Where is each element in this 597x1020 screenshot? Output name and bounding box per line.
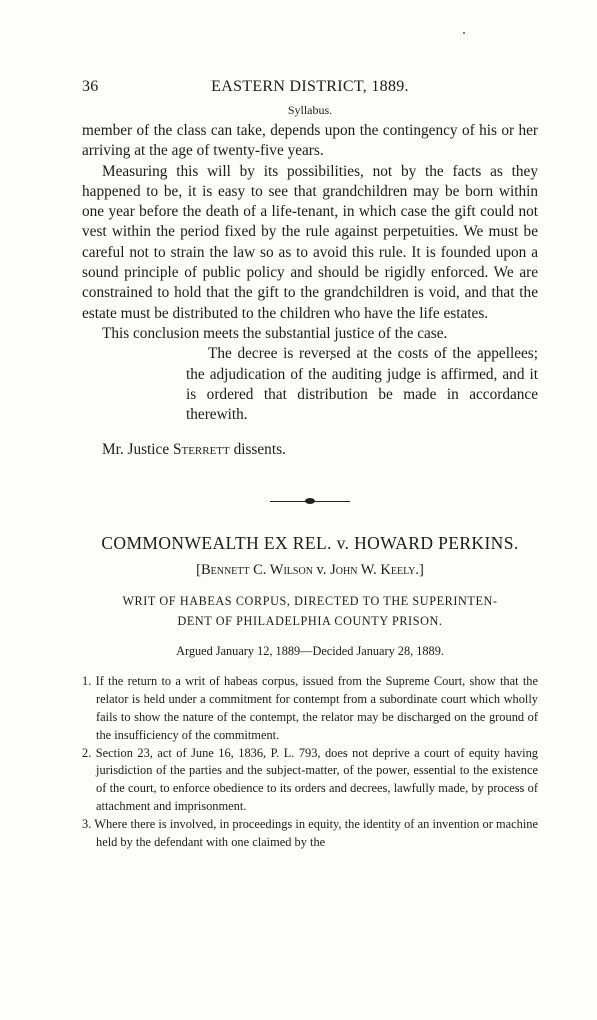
section-subhead: Syllabus. bbox=[287, 103, 333, 117]
decree-block bbox=[186, 344, 538, 425]
party-two: John W. Keely bbox=[330, 562, 416, 579]
case-parties bbox=[82, 562, 538, 579]
versus: v. bbox=[316, 562, 327, 579]
page-header bbox=[82, 78, 538, 100]
writ-line: WRIT OF HABEAS CORPUS, DIRECTED TO THE SUPERINTEN- bbox=[122, 594, 498, 609]
running-head: EASTERN DISTRICT, 1889. bbox=[211, 78, 409, 95]
writ-line: DENT OF PHILADELPHIA COUNTY PRISON. bbox=[177, 614, 443, 629]
syllabus-list bbox=[82, 673, 538, 851]
bracket-open: [ bbox=[196, 562, 201, 579]
opinion-paragraph: Measuring this will by its possibilities, not by the facts as they happened to be, it is easy to see that grandchildren may be born within one year before the death of a life-tenant, in which case the gift could not vest within the period fixed by the rule against perpetuities. We must be careful not to strain the law so as to avoid this rule. It is founded upon a sound principle of public policy and should be rigidly enforced. We are constrained to hold that the gift to the grandchildren is void, and that the estate must be distributed to the children who have the life estates. bbox=[82, 162, 538, 322]
writ-heading bbox=[82, 591, 538, 631]
argued-decided-dates: Argued January 12, 1889—Decided January 28, 1889. bbox=[176, 644, 444, 659]
page-number: 36 bbox=[82, 78, 99, 95]
opinion-paragraph: This conclusion meets the substantial justice of the case. bbox=[102, 324, 448, 342]
ink-speck bbox=[463, 32, 465, 34]
bracket-close: .] bbox=[415, 562, 424, 579]
party-one: Bennett C. Wilson bbox=[200, 562, 313, 579]
case-title: COMMONWEALTH EX REL. v. HOWARD PERKINS. bbox=[101, 533, 519, 554]
dissent-prefix: Mr. Justice bbox=[102, 441, 170, 459]
syllabus-item: 1. If the return to a writ of habeas corpus, issued from the Supreme Court, show that the relator is held under a commitment for contempt from a subordinate court which wholly fails to show the nature of the contempt, the relator may be discharged on the ground of the insufficiency of the commitment. bbox=[82, 674, 538, 742]
divider-ornament-icon bbox=[305, 498, 315, 504]
dissenting-justice: Sterrett bbox=[172, 441, 230, 459]
syllabus-item: 3. Where there is involved, in proceedings in equity, the identity of an invention or machine held by the defendant with one claimed by the bbox=[82, 816, 538, 849]
book-page bbox=[82, 78, 538, 851]
syllabus-item: 2. Section 23, act of June 16, 1836, P. L. 793, does not deprive a court of equity having jurisdiction of the parties and the subject-matter, of the power, essential to the existence of the court, to enforce obedience to its orders and decrees, lawfully made, by process of attachment and imprisonment. bbox=[82, 745, 538, 814]
dissent-note bbox=[102, 441, 538, 459]
opinion-paragraph: member of the class can take, depends upon the contingency of his or her arriving at the age of twenty-five years. bbox=[82, 122, 538, 160]
section-divider bbox=[270, 497, 350, 507]
decree-text: The decree is reversed at the costs of the appellees; the adjudication of the auditing judge is affirmed, and it is ordered that distribution be made in accordance therewith. bbox=[186, 345, 538, 424]
dissent-suffix: dissents. bbox=[233, 441, 286, 459]
opinion-text bbox=[82, 121, 538, 425]
